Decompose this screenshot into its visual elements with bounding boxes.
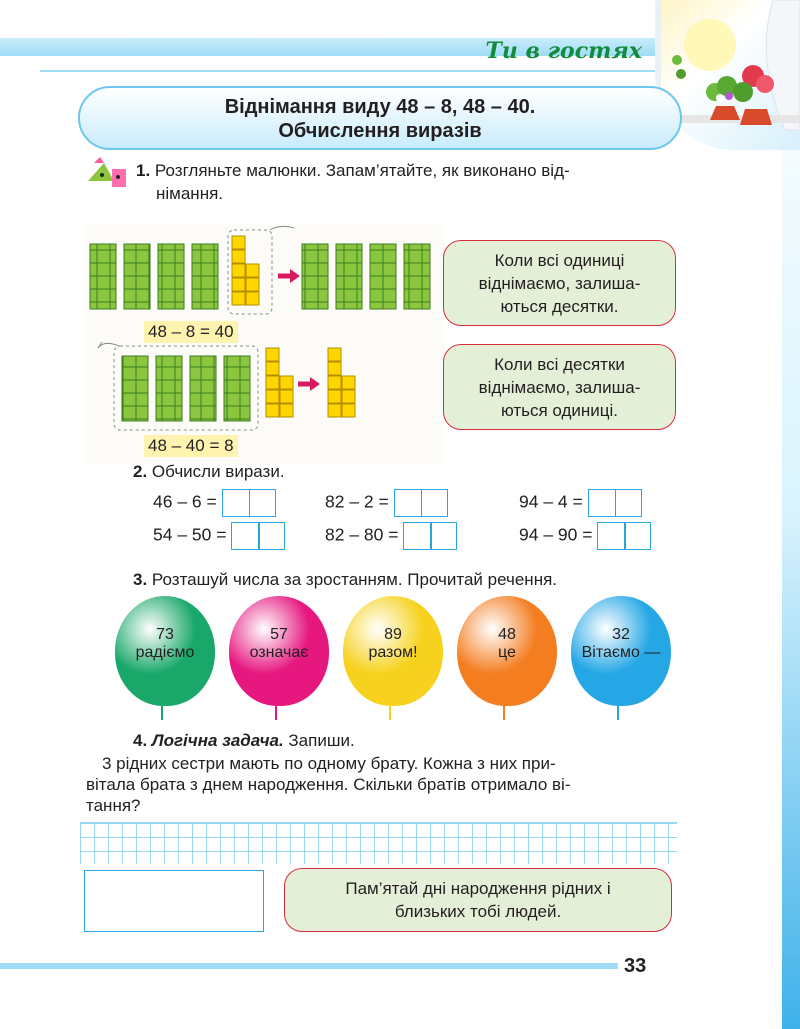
expression-row1-col3: [519, 489, 642, 517]
task1-line1: Розгляньте малюнки. Запам’ятайте, як виконано від-: [154, 161, 570, 180]
expression-row1-col1: [153, 489, 276, 517]
expression-row2-col2: [325, 522, 457, 550]
balloon: [343, 596, 443, 706]
expression-row2-col3: [519, 522, 651, 550]
balloon: [571, 596, 671, 706]
lesson-title-line1: Віднімання виду 48 – 8, 48 – 40.: [224, 96, 536, 118]
answer-box[interactable]: [588, 489, 642, 517]
expression-text: 94 – 90 =: [519, 524, 593, 545]
balloon: [229, 596, 329, 706]
task4-number: 4.: [133, 731, 148, 750]
pencil-mascot-icon: [84, 155, 134, 191]
balloon-number: 73: [156, 626, 174, 643]
section-title: Ти в гостях: [485, 38, 642, 64]
balloons-row: [115, 596, 680, 726]
note-ones-line3: ються одиниці.: [500, 401, 619, 420]
expression-row2-col1: [153, 522, 285, 550]
balloon-number: 48: [498, 626, 516, 643]
balloon-word: це: [498, 644, 516, 661]
note-tens-line2: віднімаємо, залиша-: [478, 274, 641, 293]
task4-line2: вітала брата з днем народження. Скільки братів отримало ві-: [86, 775, 571, 794]
note-tens-line3: ються десятки.: [500, 297, 619, 316]
page-edge-stripe: [782, 0, 800, 1029]
balloon: [115, 596, 215, 706]
balloon-string: [161, 706, 169, 720]
task2-instruction: Обчисли вирази.: [151, 462, 285, 481]
answer-box-large[interactable]: [84, 870, 264, 932]
balloon-number: 32: [612, 626, 630, 643]
expression-text: 46 – 6 =: [153, 491, 217, 512]
balloon-string: [503, 706, 511, 720]
balloon-string: [275, 706, 283, 720]
balloon-word: Вітаємо —: [581, 644, 661, 661]
reminder-note: [284, 868, 672, 932]
answer-grid[interactable]: [80, 822, 677, 864]
balloon: [457, 596, 557, 706]
reminder-line2: близьких тобі людей.: [394, 902, 562, 921]
balloon-word: радіємо: [135, 644, 195, 661]
task2-text: [133, 462, 285, 482]
answer-box[interactable]: [231, 522, 285, 550]
task3-text: [133, 570, 557, 590]
balloon-word: означає: [249, 644, 309, 661]
task4-title: Логічна задача.: [151, 731, 284, 750]
expression-row1-col2: [325, 489, 448, 517]
task1-number: 1.: [136, 161, 151, 180]
answer-box[interactable]: [222, 489, 276, 517]
task4-problem: [86, 753, 681, 816]
expression-text: 82 – 2 =: [325, 491, 389, 512]
subtraction-blocks-illustration: [84, 224, 444, 464]
answer-box[interactable]: [403, 522, 457, 550]
note-ones-line1: Коли всі десятки: [494, 355, 625, 374]
balloon-number: 89: [384, 626, 402, 643]
note-ones: [443, 344, 676, 430]
expression-text: 82 – 80 =: [325, 524, 399, 545]
footer-stripe: [0, 963, 618, 969]
lesson-title: [78, 86, 682, 150]
note-tens-line1: Коли всі одиниці: [494, 251, 625, 270]
note-ones-line2: віднімаємо, залиша-: [478, 378, 641, 397]
task4-instruction: Запиши.: [288, 731, 355, 750]
task3-number: 3.: [133, 570, 148, 589]
balloon-string: [389, 706, 397, 720]
answer-box[interactable]: [597, 522, 651, 550]
task1-line2: німання.: [156, 184, 224, 203]
lesson-title-line2: Обчислення виразів: [278, 120, 482, 142]
equation-2: 48 – 40 = 8: [144, 435, 238, 457]
expression-text: 54 – 50 =: [153, 524, 227, 545]
balloon-string: [617, 706, 625, 720]
reminder-line1: Пам’ятай дні народження рідних і: [345, 879, 611, 898]
answer-box[interactable]: [394, 489, 448, 517]
task4-line1: 3 рідних сестри мають по одному брату. Кожна з них при-: [102, 754, 556, 773]
note-tens: [443, 240, 676, 326]
balloon-number: 57: [270, 626, 288, 643]
equation-1: 48 – 8 = 40: [144, 321, 238, 343]
task4-line3: тання?: [86, 796, 141, 815]
task1-text: [136, 159, 681, 205]
header-divider: [40, 70, 660, 72]
balloon-word: разом!: [368, 644, 418, 661]
task3-instruction: Розташуй числа за зростанням. Прочитай речення.: [151, 570, 558, 589]
task4-heading: [133, 731, 355, 751]
page-number: 33: [624, 955, 647, 977]
expression-text: 94 – 4 =: [519, 491, 583, 512]
task2-number: 2.: [133, 462, 148, 481]
